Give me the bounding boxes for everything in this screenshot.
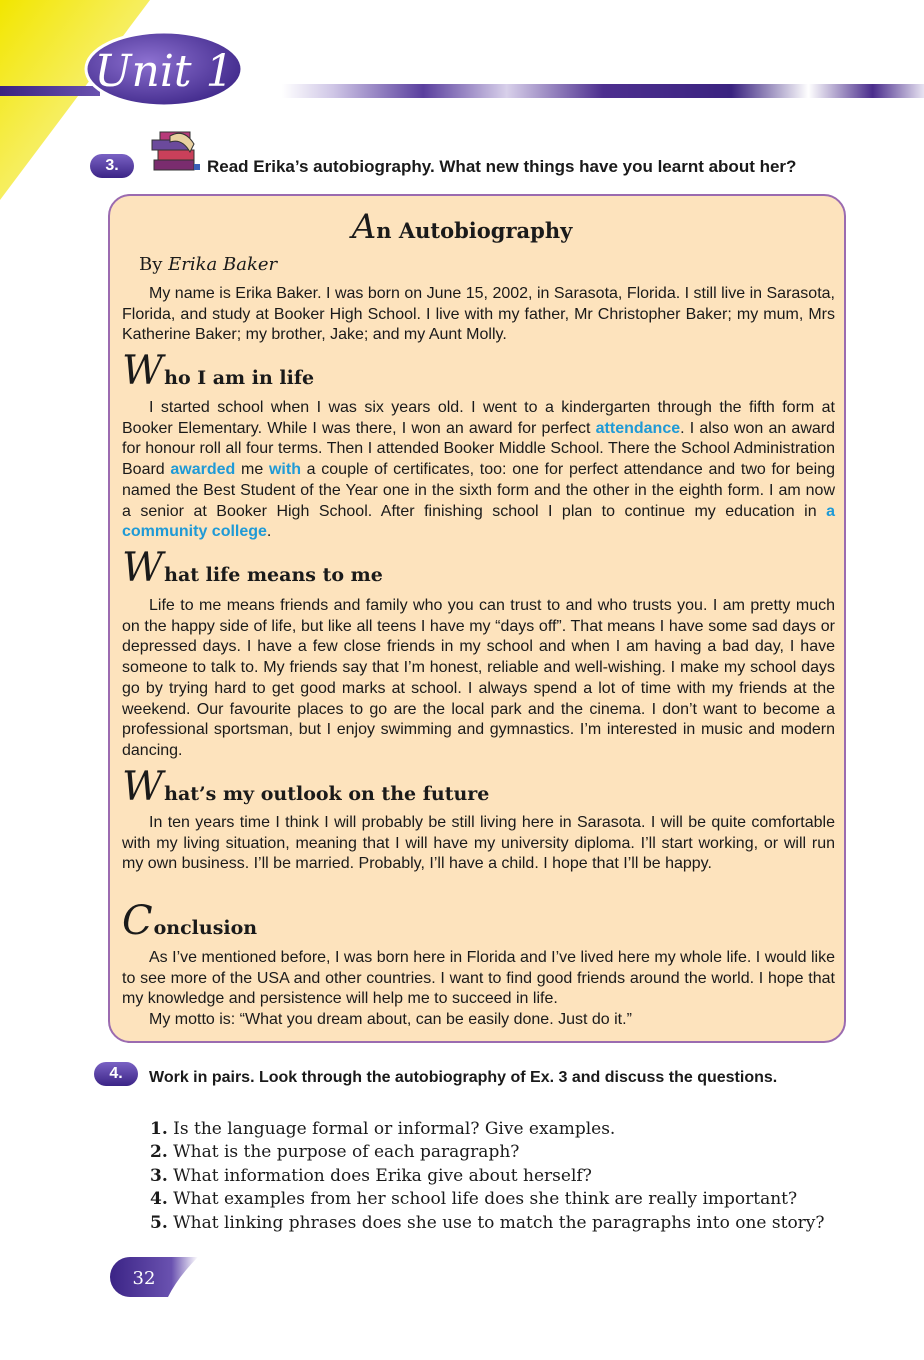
- motto-line: [122, 1010, 835, 1031]
- author-name: Erika Baker: [168, 254, 278, 275]
- intro-paragraph: [122, 284, 835, 346]
- question-text: What examples from her school life does she think are really important?: [173, 1189, 798, 1210]
- section-paragraph-conclusion: [122, 948, 835, 1010]
- unit-badge: [84, 30, 244, 108]
- list-item: [150, 1188, 825, 1211]
- text-run: I started school when I was six years old. I went to a kindergarten through the fifth form at Booker Elementary. While I was there, I won an award for perfect: [122, 399, 835, 437]
- list-item: [150, 1212, 825, 1235]
- question-text: What information does Erika give about herself?: [173, 1165, 592, 1186]
- question-list: [150, 1118, 825, 1235]
- heading-text: onclusion: [153, 917, 258, 939]
- exercise-3-instruction: Read Erika’s autobiography. What new things have you learnt about her?: [207, 157, 797, 176]
- heading-initial: W: [122, 764, 164, 810]
- section-paragraph-future: [122, 813, 835, 875]
- article-title: [0, 207, 924, 247]
- highlight-with: with: [268, 461, 301, 479]
- question-text: What is the purpose of each paragraph?: [173, 1142, 520, 1163]
- exercise-4-instruction: Work in pairs. Look through the autobiography of Ex. 3 and discuss the questions.: [149, 1069, 778, 1086]
- page-number-badge: [108, 1255, 200, 1299]
- question-number: 3.: [150, 1165, 168, 1186]
- highlight-community-college: a community college: [122, 502, 835, 541]
- section-paragraph-life: [122, 596, 835, 762]
- books-icon: [150, 130, 202, 174]
- text-run: a couple of certificates, too: one for perfect attendance and two for being named the Best Student of the Year one in the sixth form and the other in the eighth form. I am now a senior at Booker High School. After finishing school I plan to continue my education in: [122, 461, 836, 520]
- question-text: Is the language formal or informal? Give examples.: [173, 1119, 616, 1139]
- text-run: . I also won an award for honour roll all four terms. Then I attended Booker Middle School. There the School Administration Board: [122, 419, 836, 479]
- header-stripe: [282, 84, 924, 98]
- unit-label: Unit 1: [94, 46, 234, 97]
- heading-text: hat’s my outlook on the future: [164, 783, 490, 805]
- intro-text: My name is Erika Baker. I was born on June 15, 2002, in Sarasota, Florida. I still live in Sarasota, Florida, and study at Booker High School. I live with my father, Mr Christopher Baker; my mum, Mrs Katherine Baker; my brother, Jake; and my Aunt Molly.: [122, 285, 835, 344]
- list-item: [150, 1141, 825, 1164]
- highlight-attendance: attendance: [595, 419, 681, 437]
- section-text: As I’ve mentioned before, I was born here in Florida and I’ve lived here my whole life. I would like to see more of the USA and other countries. I want to find good friends around the world. I hope that my knowledge and persistence will help me to succeed in life.: [122, 949, 835, 1008]
- section-text: Life to me means friends and family who you can trust to and who trusts you. I am pretty much on the happy side of life, but like all teens I have my “days off”. That means I have some sad days or depressed days. I have a few close friends in my school and when I am having a bad day, I have someone to talk to. My friends say that I’m honest, reliable and well-wishing. I make my school days go by trying hard to get good marks at school. I always spend a lot of time with my friends at the weekend. Our favourite places to go are the local park and the cinema. I don’t want to become a professional sportsman, but I enjoy swimming and gymnastics. I’m interested in music and modern dancing.: [122, 597, 835, 759]
- question-number: 1.: [150, 1119, 168, 1139]
- list-item: [150, 1118, 825, 1141]
- exercise-3-number: 3.: [90, 154, 134, 178]
- highlight-awarded: awarded: [170, 461, 236, 479]
- section-heading-who: [122, 348, 314, 394]
- list-item: [150, 1165, 825, 1188]
- section-paragraph-who: [122, 398, 835, 543]
- heading-initial: C: [122, 898, 153, 944]
- byline-prefix: By: [139, 254, 163, 275]
- motto-text: My motto is: “What you dream about, can be easily done. Just do it.”: [149, 1011, 632, 1028]
- title-text: n Autobiography: [376, 218, 573, 243]
- exercise-4-number: 4.: [94, 1062, 138, 1086]
- heading-initial: W: [122, 348, 164, 394]
- text-run: me: [235, 461, 269, 479]
- heading-text: hat life means to me: [164, 564, 383, 586]
- page-number: 32: [132, 1268, 156, 1289]
- question-number: 5.: [150, 1212, 168, 1233]
- question-number: 2.: [150, 1142, 168, 1163]
- title-initial: A: [351, 207, 377, 247]
- section-heading-future: [122, 764, 489, 810]
- section-heading-conclusion: [122, 898, 257, 944]
- heading-text: ho I am in life: [164, 367, 315, 389]
- question-text: What linking phrases does she use to match the paragraphs into one story?: [173, 1212, 825, 1233]
- text-run: .: [266, 523, 272, 541]
- section-text: In ten years time I think I will probably be still living here in Sarasota. I will be quite comfortable with my living situation, meaning that I will have my university diploma. I’ll start working, or will run my own business. I’ll be married. Probably, I’ll have a child. I hope that I’ll be happy.: [122, 814, 835, 873]
- byline: [139, 254, 277, 275]
- heading-initial: W: [122, 545, 164, 591]
- question-number: 4.: [150, 1189, 168, 1210]
- section-heading-life: [122, 545, 383, 591]
